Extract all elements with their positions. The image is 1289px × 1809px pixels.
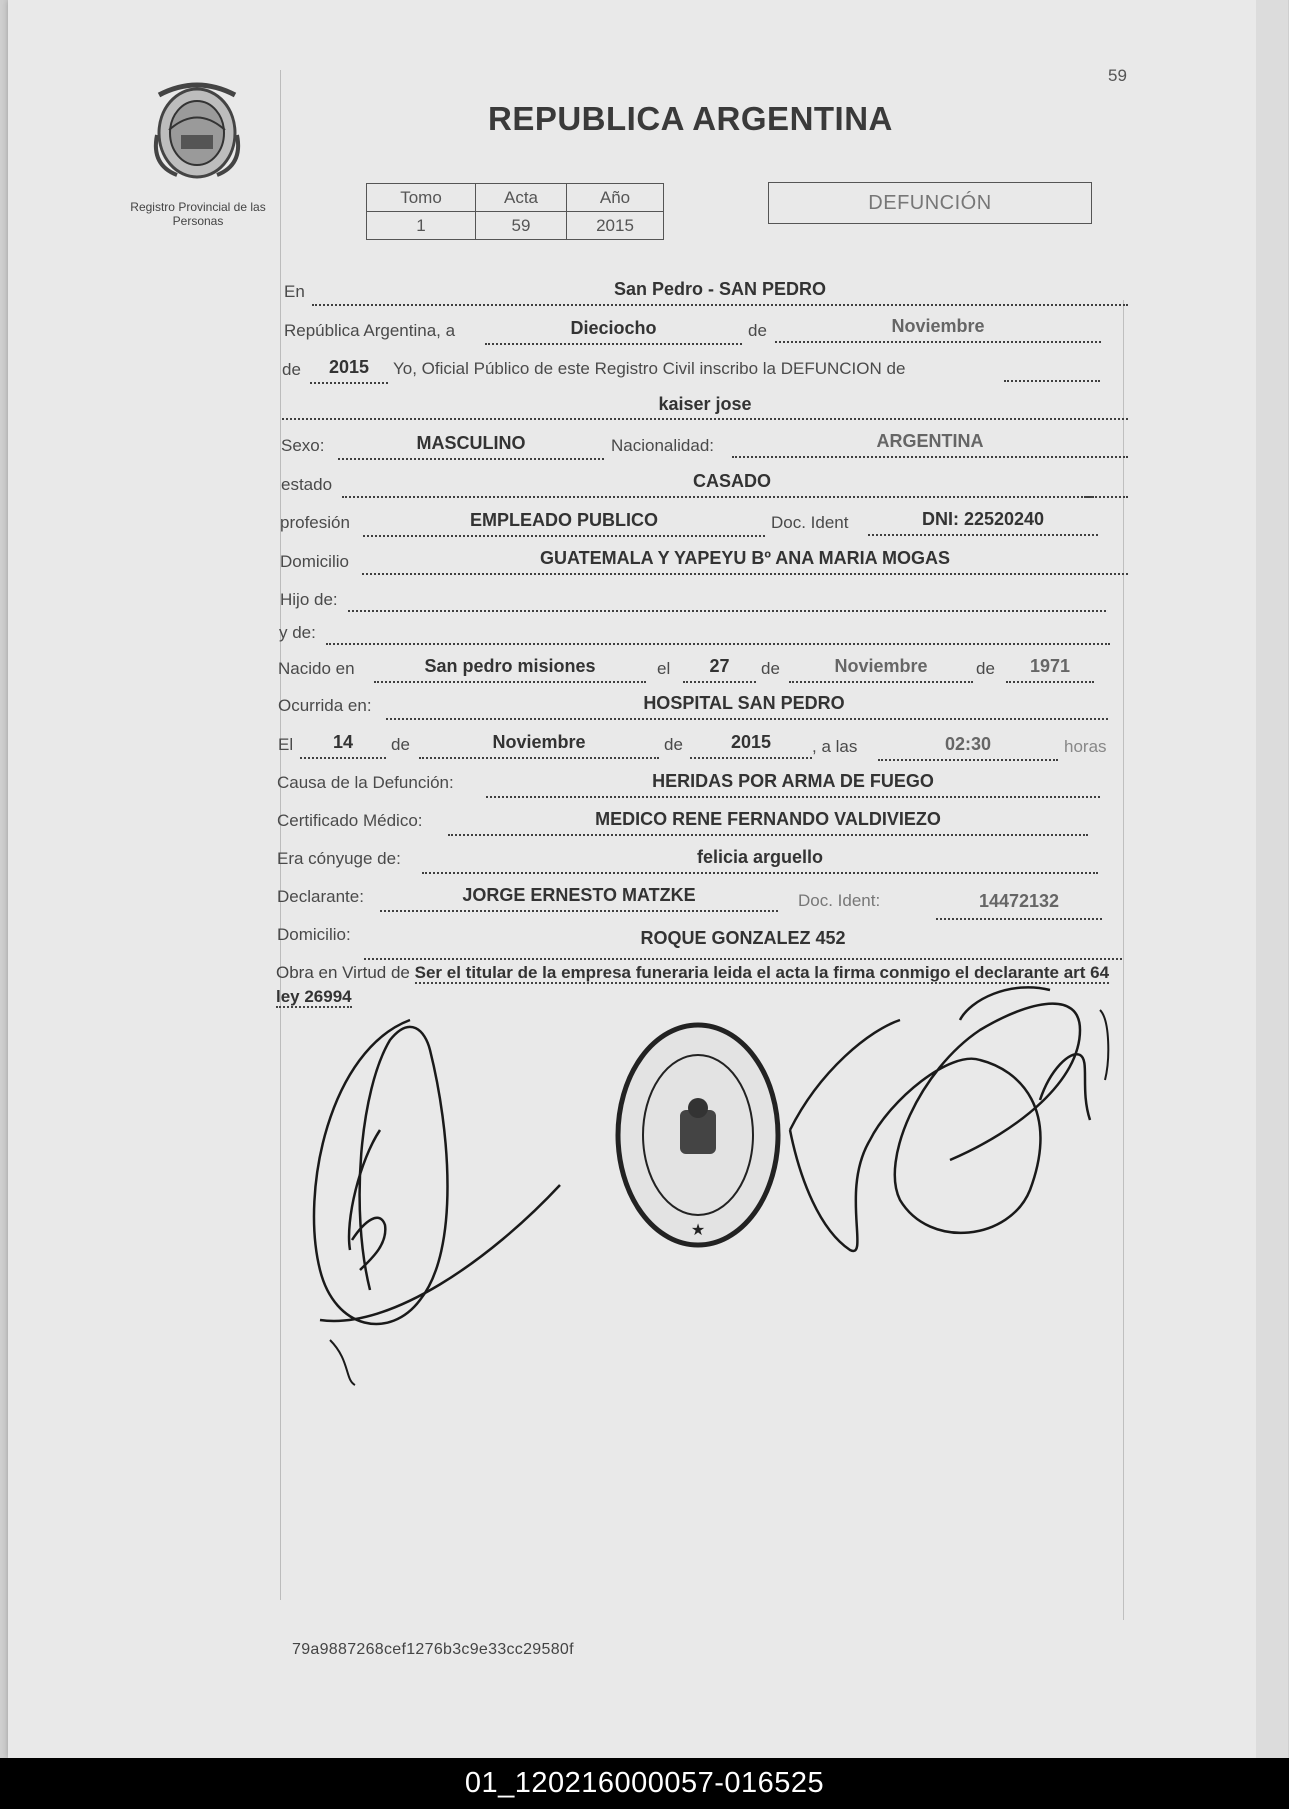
name-line (282, 418, 1128, 420)
estado-label: estado (281, 475, 333, 494)
birth-el-label: el (657, 659, 671, 678)
profesion-label: profesión (280, 513, 350, 532)
en-label: En (284, 282, 305, 301)
doc2-label: Doc. Ident: (798, 891, 881, 910)
registry-value-tomo: 1 (367, 212, 476, 240)
doc2-value: 14472132 (978, 891, 1060, 911)
birth-day: 27 (709, 656, 730, 676)
death-day: 14 (332, 732, 354, 752)
death-el-label: El (278, 735, 294, 754)
causa-label: Causa de la Defunción: (277, 773, 454, 792)
nacionalidad-label: Nacionalidad: (611, 436, 715, 455)
death-month-de-label: de (391, 735, 410, 754)
nacido-line (374, 681, 646, 683)
registry-header-ano: Año (567, 184, 664, 212)
sexo-label: Sexo: (281, 436, 325, 455)
day-value: Dieciocho (570, 318, 657, 338)
profesion-line (363, 535, 765, 537)
en-value: San Pedro - SAN PEDRO (613, 279, 827, 299)
birth-day-line (683, 681, 756, 683)
declarante-label: Declarante: (277, 887, 364, 906)
causa-value: HERIDAS POR ARMA DE FUEGO (652, 771, 934, 791)
death-year-de-label: de (664, 735, 683, 754)
ocurrida-value: HOSPITAL SAN PEDRO (643, 693, 845, 713)
certificado-label: Certificado Médico: (277, 811, 423, 830)
oficial-line (1004, 380, 1100, 382)
registry-header-acta: Acta (476, 184, 567, 212)
birth-month-de-label: de (761, 659, 780, 678)
declarante-line (380, 910, 778, 912)
estado-line-end (1084, 496, 1128, 498)
sexo-line (338, 458, 604, 460)
page-title: REPUBLICA ARGENTINA (488, 100, 893, 137)
deceased-name: kaiser jose (658, 394, 752, 414)
nacionalidad-line (732, 456, 1128, 458)
alas-label: , a las (812, 737, 858, 756)
birth-year-de-label: de (976, 659, 995, 678)
certificado-value: MEDICO RENE FERNANDO VALDIVIEZO (595, 809, 941, 829)
province-emblem-icon (147, 75, 247, 185)
registry-table (366, 183, 664, 240)
registry-seal-icon (610, 1010, 790, 1260)
domicilio-line (362, 573, 1128, 575)
death-month-line (419, 757, 659, 759)
conyuge-value: felicia arguello (696, 847, 824, 867)
death-day-line (300, 757, 386, 759)
profesion-value: EMPLEADO PUBLICO (469, 510, 658, 530)
year-de-label: de (282, 360, 301, 379)
doc-label: Doc. Ident (771, 513, 849, 532)
registry-value-ano: 2015 (567, 212, 664, 240)
death-time-line (878, 759, 1058, 761)
estado-value: CASADO (692, 471, 771, 491)
right-margin-line (1123, 300, 1124, 1620)
domicilio2-value: ROQUE GONZALEZ 452 (640, 928, 846, 948)
doc-line (868, 534, 1098, 536)
death-year: 2015 (730, 732, 772, 752)
birth-year-line (1006, 681, 1094, 683)
death-month: Noviembre (492, 732, 586, 752)
yde-line (326, 643, 1110, 645)
birth-month: Noviembre (834, 656, 928, 676)
registry-header-tomo: Tomo (367, 184, 476, 212)
doc-value: DNI: 22520240 (921, 509, 1045, 529)
horas-label: horas (1064, 737, 1107, 756)
page-number: 59 (1108, 66, 1127, 85)
certificado-line (448, 834, 1088, 836)
scan-id-bar: 01_120216000057-016525 (0, 1758, 1289, 1809)
death-time: 02:30 (944, 734, 992, 754)
republica-label: República Argentina, a (284, 321, 456, 340)
month-line (775, 341, 1101, 343)
oficial-text: Yo, Oficial Público de este Registro Civil inscribo la DEFUNCION de (393, 359, 906, 378)
estado-line (342, 496, 1094, 498)
nacido-value: San pedro misiones (424, 656, 596, 676)
page-edge (1256, 0, 1288, 1758)
month-de-label: de (748, 321, 767, 340)
declarante-value: JORGE ERNESTO MATZKE (462, 885, 696, 905)
yde-label: y de: (279, 623, 316, 642)
birth-month-line (789, 681, 973, 683)
sexo-value: MASCULINO (416, 433, 526, 453)
obra-value: Ser el titular de la empresa funeraria leida el acta la firma conmigo el declarante art 64 ley 26994 (276, 963, 1110, 1006)
month-value: Noviembre (891, 316, 985, 336)
official-stamp-signature (780, 960, 1110, 1290)
domicilio-value: GUATEMALA Y YAPEYU Bº ANA MARIA MOGAS (540, 548, 950, 568)
conyuge-line (422, 872, 1098, 874)
domicilio-label: Domicilio (280, 552, 349, 571)
document-sheet (8, 0, 1260, 1758)
emblem-caption: Registro Provincial de las Personas (130, 200, 266, 228)
nacionalidad-value: ARGENTINA (876, 431, 984, 451)
svg-text:★: ★ (690, 1220, 706, 1239)
doc2-line (936, 918, 1102, 920)
ocurrida-label: Ocurrida en: (278, 696, 372, 715)
declarant-signature (290, 1010, 570, 1390)
conyuge-label: Era cónyuge de: (277, 849, 401, 868)
ocurrida-line (386, 718, 1108, 720)
year-line (310, 382, 388, 384)
obra-label: Obra en Virtud de (276, 963, 410, 982)
death-year-line (690, 757, 812, 759)
year-value: 2015 (328, 357, 370, 377)
nacido-label: Nacido en (278, 659, 355, 678)
domicilio2-label: Domicilio: (277, 925, 351, 944)
en-line (312, 304, 1128, 306)
hijo-line (348, 610, 1106, 612)
record-type-box: DEFUNCIÓN (768, 182, 1092, 224)
causa-line (486, 796, 1100, 798)
registry-value-acta: 59 (476, 212, 567, 240)
birth-year: 1971 (1029, 656, 1071, 676)
document-hash: 79a9887268cef1276b3c9e33cc29580f (292, 1641, 574, 1658)
left-margin-line (280, 70, 281, 1600)
day-line (485, 343, 742, 345)
hijo-label: Hijo de: (280, 590, 338, 609)
